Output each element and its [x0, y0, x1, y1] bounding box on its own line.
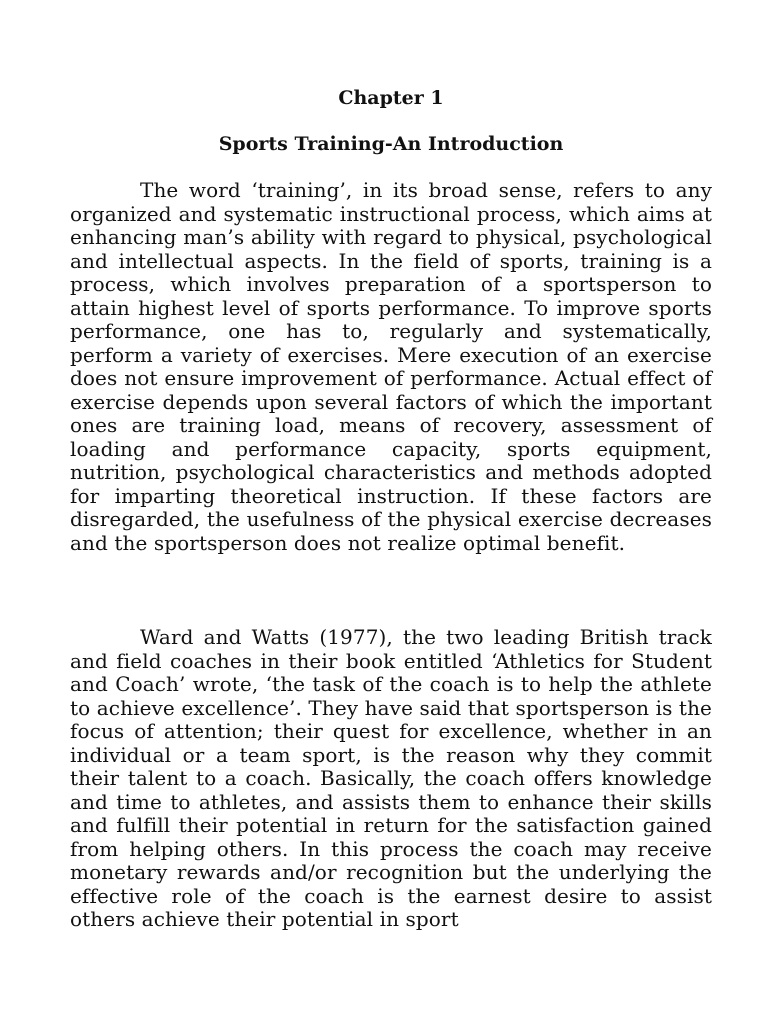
body-paragraph-2: Ward and Watts (1977), the two leading British track and field coaches in their book entitled ‘Athletics for Student and Coach’ wrote, ‘the task of the coach is to help the athlete to achieve excellence’. They have said that sportsperson is the focus of attention; their quest for excellence, whether in an individual or a team sport, is the reason why they commit their talent to a coach. Basically, the coach offers knowledge and time to athletes, and assists them to enhance their skills and fulfill their potential in return for the satisfaction gained from helping others. In this process the coach may receive monetary rewards and/or recognition but the underlying the effective role of the coach is the earnest desire to assist others achieve their potential in sport	[70, 625, 712, 931]
body-paragraph-1: The word ‘training’, in its broad sense, refers to any organized and systematic instructional process, which aims at enhancing man’s ability with regard to physical, psychological and intellectual aspects. In the field of sports, training is a process, which involves preparation of a sportsperson to attain highest level of sports performance. To improve sports performance, one has to, regularly and systematically, perform a variety of exercises. Mere execution of an exercise does not ensure improvement of performance. Actual effect of exercise depends upon several factors of which the important ones are training load, means of recovery, assessment of loading and performance capacity, sports equipment, nutrition, psychological characteristics and methods adopted for imparting theoretical instruction. If these factors are disregarded, the usefulness of the physical exercise decreases and the sportsperson does not realize optimal benefit.	[70, 178, 712, 555]
chapter-label: Chapter 1	[338, 87, 444, 109]
chapter-title: Sports Training-An Introduction	[218, 133, 564, 155]
